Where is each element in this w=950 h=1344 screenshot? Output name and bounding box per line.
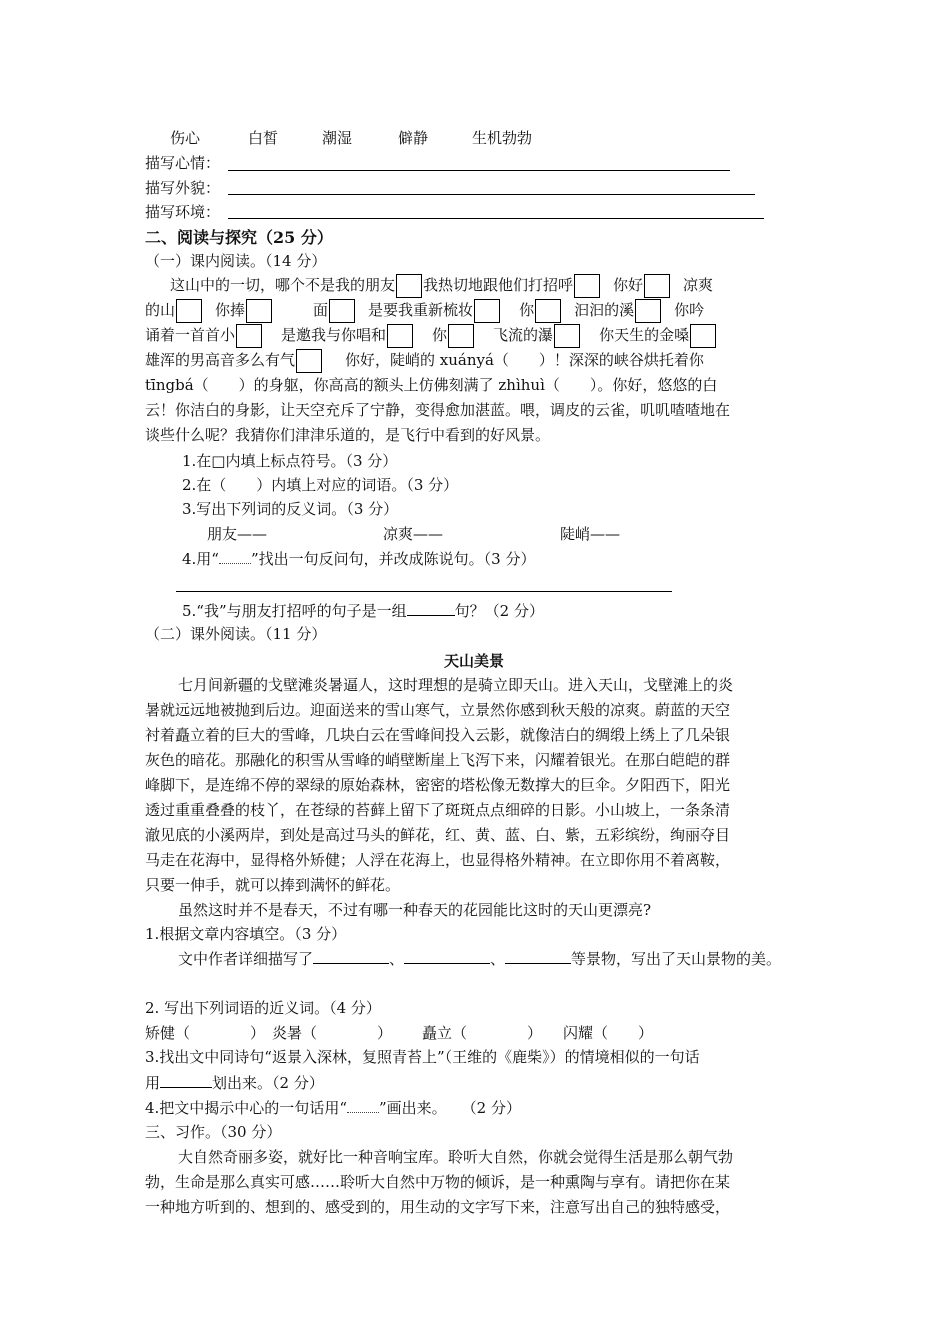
passage-line xyxy=(145,349,704,373)
punctuation-box[interactable] xyxy=(176,299,202,323)
wavy-underline-mark xyxy=(347,1102,379,1113)
question-text: 、 xyxy=(389,950,405,968)
section-heading: 二、阅读与探究（25 分） xyxy=(145,228,333,247)
punctuation-box[interactable] xyxy=(535,299,561,323)
passage-text: 你好，陡峭的 xuányá（ ）！深深的峡谷烘托着你 xyxy=(345,351,704,369)
question-text: 用 xyxy=(145,1074,161,1092)
punctuation-box[interactable] xyxy=(448,324,474,348)
passage-text: 你捧 xyxy=(215,301,246,319)
punctuation-box[interactable] xyxy=(644,274,670,298)
answer-blank[interactable] xyxy=(313,947,389,964)
article-line: 虽然这时并不是春天，不过有哪一种春天的花园能比这时的天山更漂亮? xyxy=(178,901,652,919)
article-line: 灰色的暗花。那融化的积雪从雪峰的峭壁断崖上飞泻下来，闪耀着银光。在那白皑皑的群 xyxy=(145,751,731,769)
question-text: 4.用“ xyxy=(182,550,219,568)
punctuation-box[interactable] xyxy=(296,349,322,373)
answer-line xyxy=(228,218,764,219)
passage-text: 你 xyxy=(432,326,448,344)
question: 3.写出下列词的反义词。（3 分） xyxy=(182,500,399,518)
question: 2. 写出下列词语的近义词。（4 分） xyxy=(145,999,381,1017)
vocab-word: 僻静 xyxy=(398,129,429,147)
vocab-row-label: 描写外貌： xyxy=(145,179,221,197)
punctuation-box[interactable] xyxy=(574,274,600,298)
article-line: 暑就远远地被抛到后边。迎面送来的雪山寒气，立景然你感到秋天般的凉爽。蔚蓝的天空 xyxy=(145,701,731,719)
passage-text: 雄浑的男高音多么有气 xyxy=(145,351,296,369)
passage-text: 诵着一首首小 xyxy=(145,326,236,344)
subsection-heading: （一）课内阅读。（14 分） xyxy=(145,252,327,270)
punctuation-box[interactable] xyxy=(329,299,355,323)
antonym-item: 朋友—— xyxy=(207,525,268,543)
synonym-item: 矫健（ ） xyxy=(145,1024,266,1042)
question xyxy=(145,1097,521,1119)
punctuation-box[interactable] xyxy=(474,299,500,323)
article-line: 峰脚下，是连绵不停的翠绿的原始森林，密密的塔松像无数撑大的巨伞。夕阳西下，阳光 xyxy=(145,776,731,794)
answer-blank[interactable] xyxy=(505,947,571,964)
prompt-line: 一种地方听到的、想到的、感受到的，用生动的文字写下来，注意写出自己的独特感受， xyxy=(145,1198,731,1216)
passage-line: 谈些什么呢？我猜你们津津乐道的，是飞行中看到的好风景。 xyxy=(145,426,551,444)
punctuation-box[interactable] xyxy=(387,324,413,348)
article-line: 澈见底的小溪两岸，到处是高过马头的鲜花，红、黄、蓝、白、紫，五彩缤纷，绚丽夺目 xyxy=(145,826,731,844)
passage-line xyxy=(145,299,704,323)
question-text: 、 xyxy=(490,950,506,968)
punctuation-box[interactable] xyxy=(396,274,422,298)
passage-text: 你天生的金嗓 xyxy=(599,326,690,344)
question: 2.在（ ）内填上对应的词语。（3 分） xyxy=(182,476,459,494)
antonym-item: 凉爽—— xyxy=(383,525,444,543)
prompt-line: 大自然奇丽多姿，就好比一种音响宝库。聆听大自然，你就会觉得生活是那么朝气勃 xyxy=(178,1148,734,1166)
passage-text: 飞流的瀑 xyxy=(493,326,554,344)
prompt-line: 勃，生命是那么真实可感……聆听大自然中万物的倾诉，是一种熏陶与享有。请把你在某 xyxy=(145,1173,731,1191)
passage-text: 是邀我与你唱和 xyxy=(281,326,387,344)
synonym-item: 闪耀（ ） xyxy=(563,1024,654,1042)
passage-text: 你吟 xyxy=(674,301,705,319)
passage-line xyxy=(170,274,713,298)
vocab-word: 生机勃勃 xyxy=(472,129,533,147)
question xyxy=(182,599,544,622)
answer-line xyxy=(228,170,730,171)
question: 3.找出文中同诗句“返景入深林，复照青苔上”（王维的《鹿柴》）的情境相似的一句话 xyxy=(145,1048,700,1066)
passage-line: tīngbá（ ）的身躯，你高高的额头上仿佛刻满了 zhìhuì（ ）。你好，悠悠的白 xyxy=(145,376,718,394)
question-text: ”画出来。 （2 分） xyxy=(378,1099,521,1117)
punctuation-box[interactable] xyxy=(246,299,272,323)
passage-text: 这山中的一切，哪个不是我的朋友 xyxy=(170,276,396,294)
question-text: 句？（2 分） xyxy=(454,602,544,620)
article-line: 衬着矗立着的巨大的雪峰，几块白云在雪峰间投入云影，就像洁白的绸缎上绣上了几朵银 xyxy=(145,726,731,744)
synonym-item: 炎暑（ ） xyxy=(272,1024,393,1042)
question-text: 4.把文中揭示中心的一句话用“ xyxy=(145,1099,347,1117)
punctuation-box[interactable] xyxy=(690,324,716,348)
question xyxy=(182,548,535,570)
vocab-word: 潮湿 xyxy=(322,129,353,147)
passage-text: 你好 xyxy=(613,276,644,294)
wavy-underline-mark xyxy=(219,553,251,564)
article-line: 马走在花海中，显得格外矫健；人浮在花海上，也显得格外精神。在立即你用不着离鞍， xyxy=(145,851,731,869)
question-text: 文中作者详细描写了 xyxy=(178,950,314,968)
article-line: 透过重重叠叠的枝丫，在苍绿的苔藓上留下了斑斑点点细碎的日影。小山坡上，一条条清 xyxy=(145,801,731,819)
answer-blank[interactable] xyxy=(160,1071,212,1088)
passage-text: 的山 xyxy=(145,301,176,319)
vocab-word: 白皙 xyxy=(248,129,279,147)
passage-line xyxy=(145,324,717,348)
passage-text: 你 xyxy=(519,301,535,319)
article-line: 七月间新疆的戈壁滩炎暑逼人，这时理想的是骑立即天山。进入天山，戈壁滩上的炎 xyxy=(178,676,734,694)
passage-text: 凉爽 xyxy=(683,276,714,294)
passage-line: 云！你洁白的身影，让天空充斥了宁静，变得愈加湛蓝。喂，调皮的云雀，叽叽喳喳地在 xyxy=(145,401,731,419)
question-text: 5.“我”与朋友打招呼的句子是一组 xyxy=(182,602,407,620)
punctuation-box[interactable] xyxy=(554,324,580,348)
section-heading: 三、习作。（30 分） xyxy=(145,1123,282,1141)
punctuation-box[interactable] xyxy=(635,299,661,323)
question xyxy=(178,947,781,970)
article-line: 只要一伸手，就可以捧到满怀的鲜花。 xyxy=(145,876,401,894)
question-text: ”找出一句反问句，并改成陈说句。（3 分） xyxy=(250,550,536,568)
question xyxy=(145,1071,324,1094)
question-text: 等景物，写出了天山景物的美。 xyxy=(571,950,782,968)
vocab-row-label: 描写心情： xyxy=(145,154,221,172)
passage-text: 我热切地跟他们打招呼 xyxy=(423,276,574,294)
antonym-item: 陡峭—— xyxy=(560,525,621,543)
answer-line xyxy=(176,591,672,592)
synonym-item: 矗立（ ） xyxy=(422,1024,543,1042)
question-text: 划出来。（2 分） xyxy=(212,1074,324,1092)
passage-text: 是要我重新梳妆 xyxy=(368,301,474,319)
passage-text: 汩汩的溪 xyxy=(574,301,635,319)
article-title: 天山美景 xyxy=(444,652,505,670)
vocab-row-label: 描写环境： xyxy=(145,203,221,221)
punctuation-box[interactable] xyxy=(236,324,262,348)
question: 1.在□内填上标点符号。（3 分） xyxy=(182,452,398,470)
question: 1.根据文章内容填空。（3 分） xyxy=(145,925,347,943)
answer-blank[interactable] xyxy=(404,947,490,964)
answer-blank[interactable] xyxy=(407,599,455,616)
vocab-words xyxy=(170,127,532,149)
vocab-word: 伤心 xyxy=(170,129,201,147)
subsection-heading: （二）课外阅读。（11 分） xyxy=(145,625,327,643)
answer-line xyxy=(228,194,755,195)
passage-text: 面 xyxy=(313,301,329,319)
